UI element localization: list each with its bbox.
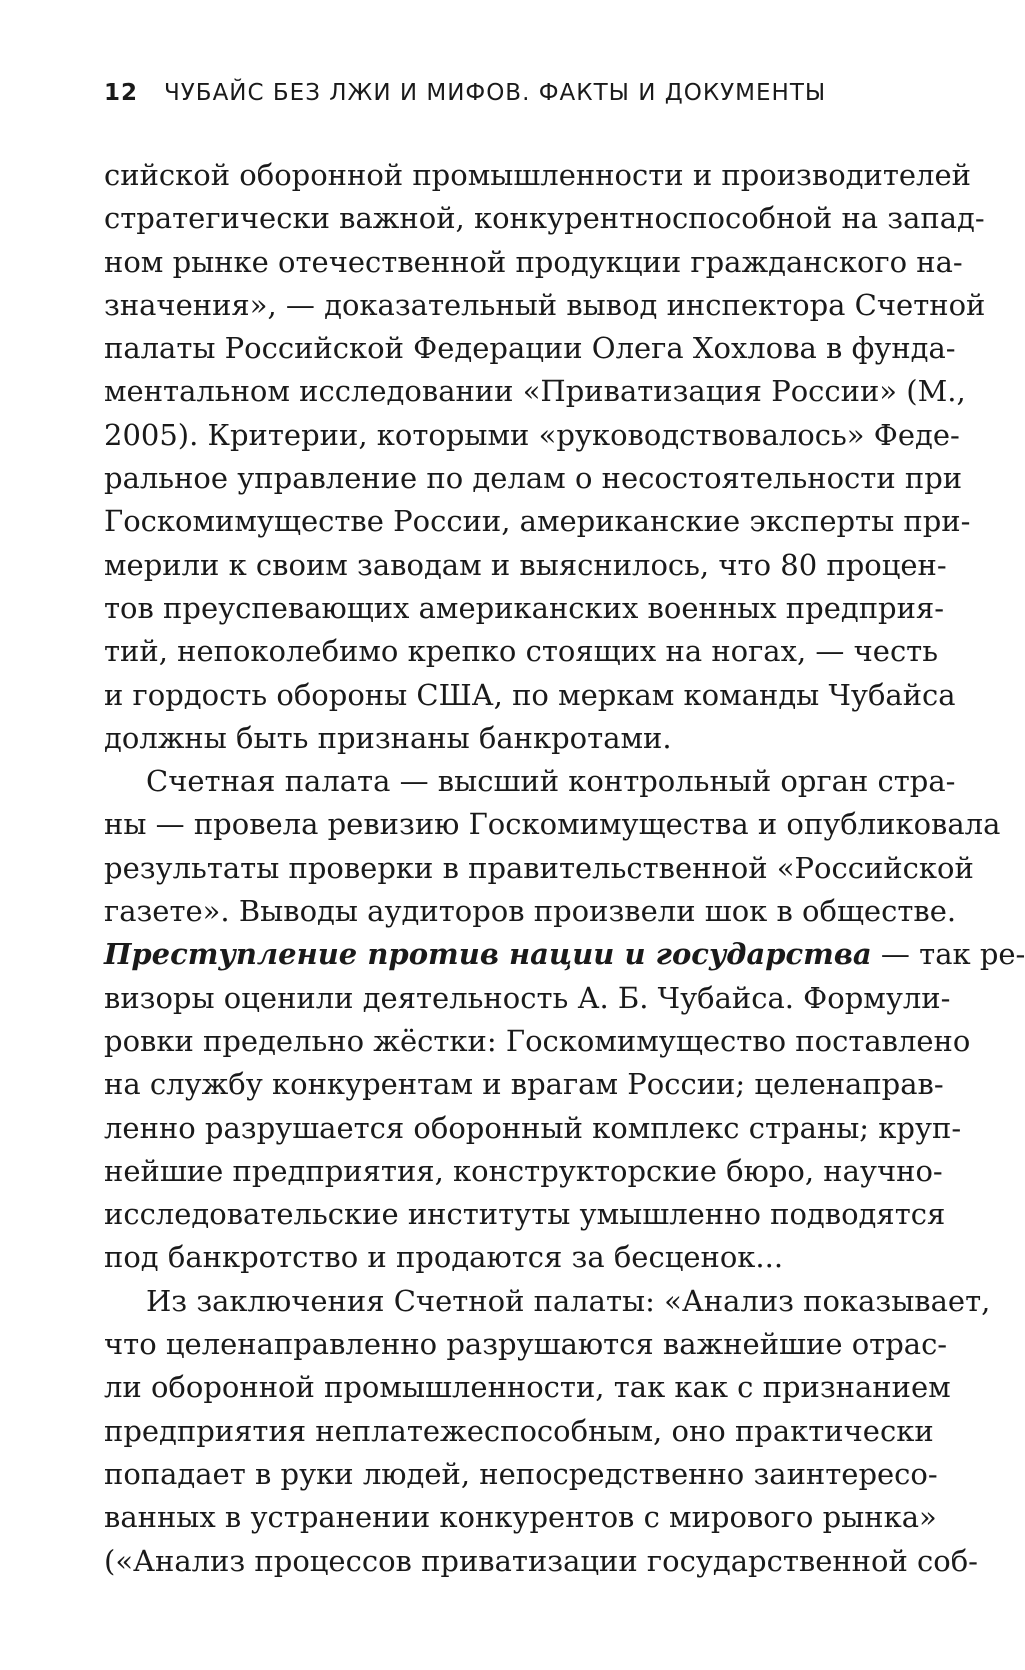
text-line: результаты проверки в правительственной «Российской xyxy=(104,850,974,885)
text-line: ванных в устранении конкурентов с мирового рынка» xyxy=(104,1500,937,1535)
text-line: мерили к своим заводам и выяснилось, что 80 процен- xyxy=(104,547,947,582)
text-line: газете». Выводы аудиторов произвели шок в обществе. xyxy=(104,894,957,929)
body-text xyxy=(104,154,1025,1583)
text-line: ны — провела ревизию Госкомимущества и опубликовала xyxy=(104,807,1001,842)
text-line: Госкомимуществе России, американские эксперты при- xyxy=(104,504,971,539)
mixed-emphasis-line xyxy=(104,933,1025,976)
text-line: на службу конкурентам и врагам России; целенаправ- xyxy=(104,1067,944,1102)
text-line: ментальном исследовании «Приватизация России» (М., xyxy=(104,374,966,409)
text-line: стратегически важной, конкурентноспособной на запад- xyxy=(104,201,985,236)
text-line: палаты Российской Федерации Олега Хохлова в фунда- xyxy=(104,331,956,366)
text-line: ральное управление по делам о несостоятельности при xyxy=(104,461,963,496)
text-line: под банкротство и продаются за бесценок... xyxy=(104,1240,784,1275)
running-title: ЧУБАЙС БЕЗ ЛЖИ И МИФОВ. ФАКТЫ И ДОКУМЕНТЫ xyxy=(164,80,827,106)
text-line: тов преуспевающих американских военных предприя- xyxy=(104,590,945,625)
line-continuation: — так ре- xyxy=(871,937,1025,972)
text-line: сийской оборонной промышленности и производителей xyxy=(104,158,971,192)
text-line: ном рынке отечественной продукции гражданского на- xyxy=(104,244,963,279)
text-line: 2005). Критерии, которыми «руководствовалось» Феде- xyxy=(104,417,960,452)
text-line: должны быть признаны банкротами. xyxy=(104,720,672,755)
text-line: и гордость обороны США, по меркам команды Чубайса xyxy=(104,677,956,712)
text-line: предприятия неплатежеспособным, оно практически xyxy=(104,1413,934,1448)
text-line: ровки предельно жёстки: Госкомимущество поставлено xyxy=(104,1023,971,1058)
text-line: исследовательские институты умышленно подводятся xyxy=(104,1197,946,1232)
running-header xyxy=(104,80,826,106)
text-line: («Анализ процессов приватизации государственной соб- xyxy=(104,1543,978,1578)
text-line: тий, непоколебимо крепко стоящих на ногах, — честь xyxy=(104,634,939,669)
text-line: визоры оценили деятельность А. Б. Чубайса. Формули- xyxy=(104,980,951,1015)
text-line: ленно разрушается оборонный комплекс страны; круп- xyxy=(104,1110,962,1145)
paragraph-start-line: Из заключения Счетной палаты: «Анализ показывает, xyxy=(146,1283,991,1318)
text-line: ли оборонной промышленности, так как с признанием xyxy=(104,1370,951,1405)
emphasis-phrase: Преступление против нации и государства xyxy=(104,937,872,972)
page-number: 12 xyxy=(104,80,139,106)
text-line: нейшие предприятия, конструкторские бюро, научно- xyxy=(104,1153,943,1188)
paragraph-start-line: Счетная палата — высший контрольный орган стра- xyxy=(146,764,956,799)
text-line: значения», — доказательный вывод инспектора Счетной xyxy=(104,287,986,322)
text-line: попадает в руки людей, непосредственно заинтересо- xyxy=(104,1456,938,1491)
text-line: что целенаправленно разрушаются важнейшие отрас- xyxy=(104,1327,948,1362)
